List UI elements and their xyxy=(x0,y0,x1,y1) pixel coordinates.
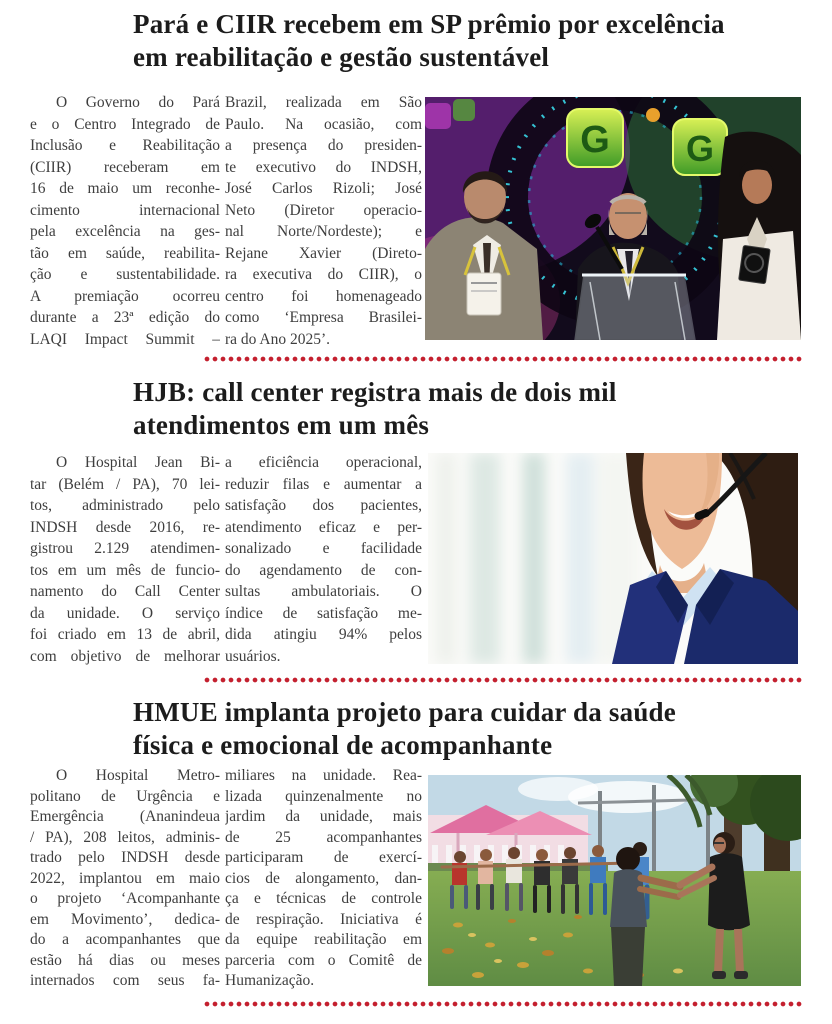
text-line: / PA), 208 leitos, adminis- xyxy=(30,828,220,846)
text-line: tar (Belém / PA), 70 lei- xyxy=(30,475,220,493)
text-line: o projeto ‘Acompanhante xyxy=(30,890,220,907)
text-line: Humanização. xyxy=(225,972,315,989)
garden-exercise-photo xyxy=(428,775,801,986)
text-line: trado pelo INDSH desde xyxy=(30,849,220,866)
text-line: física e emocional de acompanhante xyxy=(133,730,553,760)
text-line: ra do Ano 2025’. xyxy=(225,330,331,348)
text-line: do a acompanhantes que xyxy=(30,931,220,948)
text-line: com objetivo de melhorar xyxy=(30,647,220,665)
text-line: como ‘Empresa Brasilei- xyxy=(225,309,422,326)
text-line: tos, administrado pelo xyxy=(30,497,220,514)
text-line: estão há dias ou meses xyxy=(30,951,220,969)
call-center-photo xyxy=(428,453,798,664)
text-line: índice de satisfação me- xyxy=(225,604,422,622)
text-line: HJB: call center registra mais de dois mil xyxy=(133,377,617,407)
text-line: Neto (Diretor operacio- xyxy=(225,201,422,219)
text-line: miliares na unidade. Rea- xyxy=(225,767,422,784)
text-line: ça e técnicas de controle xyxy=(225,890,422,907)
text-line: atendimento eficaz e per- xyxy=(225,518,422,536)
text-line: participaram de exercí- xyxy=(225,849,422,866)
text-line: em Movimento’, dedica- xyxy=(30,910,220,928)
text-line: centro foi homenageado xyxy=(225,287,422,305)
call-center-illustration xyxy=(428,453,798,664)
text-line: HMUE implanta projeto para cuidar da saúde xyxy=(133,697,676,727)
red-dotted-separator xyxy=(204,1001,804,1007)
article-2-column-2 xyxy=(225,452,422,667)
text-line: namento do Call Center xyxy=(30,583,220,600)
article-1-column-1 xyxy=(30,92,220,350)
text-line: durante a 23ª edição do xyxy=(30,309,220,326)
article-1-title xyxy=(133,8,725,74)
text-line: Emergência (Ananindeua xyxy=(30,808,220,825)
text-line: dida atingiu 94% pelos xyxy=(225,626,422,643)
text-line: te executivo do INDSH, xyxy=(225,158,422,176)
text-line: A premiação ocorreu xyxy=(30,287,220,305)
text-line: pela excelência na ges- xyxy=(30,223,220,240)
text-line: da equipe reabilitação em xyxy=(225,931,422,948)
text-line: foi criado em 13 de abril, xyxy=(30,626,220,643)
text-line: de respiração. Iniciativa é xyxy=(225,910,422,928)
text-line: nal Norte/Nordeste); e xyxy=(225,223,422,240)
text-line: usuários. xyxy=(225,647,281,665)
svg-text:G: G xyxy=(685,128,715,169)
text-line: tão em saúde, reabilita- xyxy=(30,244,220,262)
article-2-column-1 xyxy=(30,452,220,667)
text-line: (CIIR) receberam em xyxy=(30,158,220,176)
text-line: 16 de maio um reconhe- xyxy=(30,180,220,197)
text-line: O Hospital Metro- xyxy=(56,767,220,784)
text-line: a eficiência operacional, xyxy=(225,454,422,471)
text-line: reduzir filas e aumentar a xyxy=(225,475,422,493)
text-line: lizada quinzenalmente no xyxy=(225,787,422,805)
text-line: INDSH desde 2016, re- xyxy=(30,518,220,536)
award-ceremony-photo xyxy=(425,97,801,340)
text-line: ção e sustentabilidade. xyxy=(30,266,220,283)
text-line: José Carlos Rizoli; José xyxy=(225,180,422,197)
article-2-title xyxy=(133,376,617,442)
text-line: O Governo do Pará xyxy=(56,94,220,111)
text-line: em reabilitação e gestão sustentável xyxy=(133,42,550,72)
article-1-column-2 xyxy=(225,92,422,350)
text-line: tos em um mês de funcio- xyxy=(30,561,220,579)
text-line: gistrou 2.129 atendimen- xyxy=(30,540,220,557)
text-line: Paulo. Na ocasião, com xyxy=(225,115,422,133)
text-line: LAQI Impact Summit – xyxy=(30,330,220,348)
text-line: cimento internacional xyxy=(30,201,220,219)
text-line: satisfação dos pacientes, xyxy=(225,497,422,514)
text-line: da unidade. O serviço xyxy=(30,604,220,622)
text-line: internados com seus fa- xyxy=(30,972,220,989)
text-line: Inclusão e Reabilitação xyxy=(30,137,220,154)
text-line: 2022, implantou em maio xyxy=(30,869,220,887)
svg-text:G: G xyxy=(580,119,610,161)
award-ceremony-illustration xyxy=(425,97,801,340)
text-line: parceria com o Comitê de xyxy=(225,951,422,969)
text-line: e o Centro Integrado de xyxy=(30,115,220,133)
text-line: a presença do presiden- xyxy=(225,137,422,154)
text-line: cios de alongamento, dan- xyxy=(225,869,422,887)
article-3-column-2 xyxy=(225,766,422,992)
text-line: sonalizado e facilidade xyxy=(225,540,422,557)
article-3-column-1 xyxy=(30,766,220,992)
text-line: Rejane Xavier (Direto- xyxy=(225,244,422,262)
text-line: sultas ambulatoriais. O xyxy=(225,583,422,600)
red-dotted-separator xyxy=(204,356,804,362)
text-line: Pará e CIIR recebem em SP prêmio por excelência xyxy=(133,9,725,39)
text-line: de 25 acompanhantes xyxy=(225,828,422,846)
text-line: O Hospital Jean Bi- xyxy=(56,454,220,471)
text-line: Brazil, realizada em São xyxy=(225,94,422,111)
red-dotted-separator xyxy=(204,677,804,683)
text-line: do agendamento de con- xyxy=(225,561,422,579)
article-3-title xyxy=(133,696,676,762)
text-line: atendimentos em um mês xyxy=(133,410,430,440)
garden-exercise-illustration xyxy=(428,775,801,986)
text-line: politano de Urgência e xyxy=(30,787,220,805)
text-line: jardim da unidade, mais xyxy=(225,808,422,825)
text-line: ra executiva do CIIR), o xyxy=(225,266,422,283)
